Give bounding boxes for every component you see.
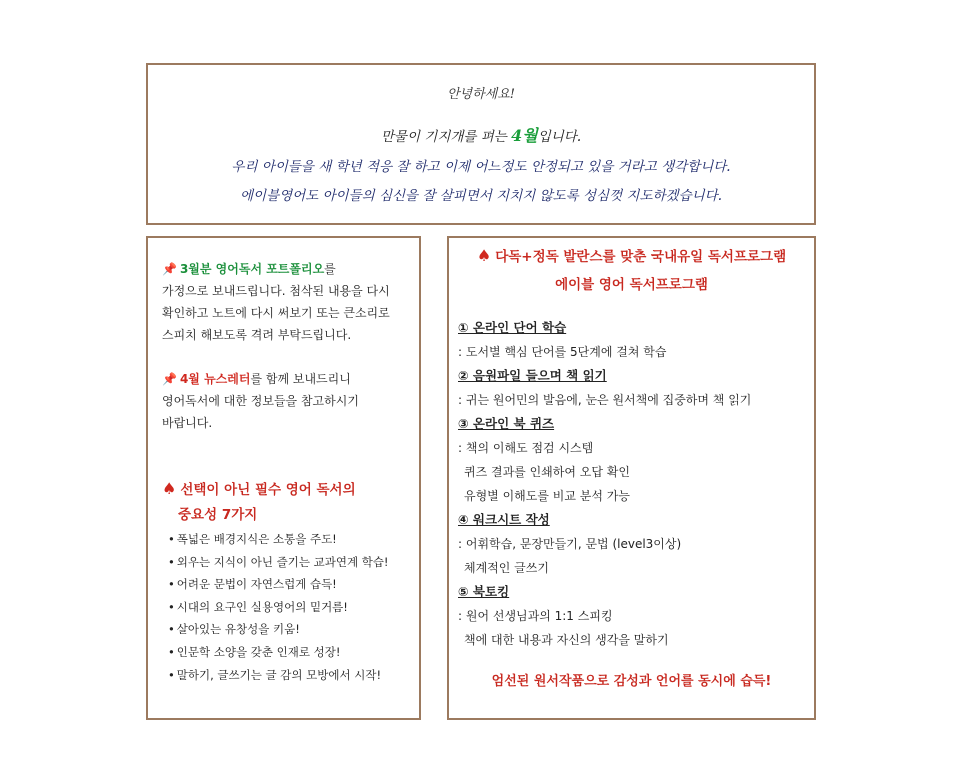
- section-heading: ④ 워크시트 작성: [458, 512, 550, 527]
- program-title-1: [449, 245, 814, 265]
- program-title-1-text: 다독+정독 발란스를 맞춘 국내유일 독서프로그램: [495, 249, 787, 265]
- newsletter-highlight: 4월 뉴스레터: [179, 372, 251, 386]
- greeting-line-1-pre: 만물이 기지개를 펴는: [380, 129, 512, 145]
- list-item: • 말하기, 글쓰기는 글 감의 모방에서 시작!: [168, 664, 411, 687]
- portfolio-line: 확인하고 노트에 다시 써보기 또는 큰소리로: [162, 306, 390, 320]
- section-text: 책에 대한 내용과 자신의 생각을 말하기: [464, 633, 669, 647]
- greeting-box: [146, 63, 816, 225]
- importance-heading-line-2: 중요성 7가지: [178, 507, 258, 523]
- list-item: • 외우는 지식이 아닌 즐기는 교과연계 학습!: [168, 551, 411, 574]
- section-text: : 책의 이해도 점검 시스템: [458, 441, 594, 455]
- section-text: 퀴즈 결과를 인쇄하여 오답 확인: [464, 465, 630, 479]
- greeting-hello: 안녕하세요!: [446, 87, 515, 102]
- greeting-line-1-post: 입니다.: [537, 129, 582, 145]
- section-heading: ③ 온라인 북 퀴즈: [458, 416, 555, 431]
- portfolio-line: 스피치 해보도록 격려 부탁드립니다.: [162, 328, 352, 342]
- pin-icon: 📌: [162, 262, 177, 276]
- newsletter-notice: [162, 368, 411, 434]
- portfolio-line: 가정으로 보내드립니다. 첨삭된 내용을 다시: [162, 284, 390, 298]
- importance-list: [168, 528, 411, 686]
- greeting-line-1: [148, 123, 814, 146]
- section-heading: ① 온라인 단어 학습: [458, 320, 567, 335]
- spade-icon: ♠: [162, 479, 177, 498]
- importance-heading-line-1: 선택이 아닌 필수 영어 독서의: [180, 482, 356, 498]
- portfolio-highlight: 3월분 영어독서 포트폴리오: [179, 262, 325, 276]
- portfolio-tail: 를: [324, 262, 336, 276]
- section-heading: ② 음원파일 들으며 책 읽기: [458, 368, 607, 383]
- section-text: : 어휘학습, 문장만들기, 문법 (level3이상): [458, 537, 682, 551]
- list-item: • 시대의 요구인 실용영어의 밑거름!: [168, 596, 411, 619]
- list-item: • 인문학 소양을 갖춘 인재로 성장!: [168, 641, 411, 664]
- greeting-line-2: 우리 아이들을 새 학년 적응 잘 하고 이제 어느정도 안정되고 있을 거라고 생각합니다.: [231, 159, 731, 175]
- section-text: 유형별 이해도를 비교 분석 가능: [464, 489, 630, 503]
- list-item: • 폭넓은 배경지식은 소통을 주도!: [168, 528, 411, 551]
- newsletter-line: 바랍니다.: [162, 416, 213, 430]
- notice-box: [146, 236, 421, 720]
- program-sections: [458, 316, 808, 652]
- section-text: : 귀는 원어민의 발음에, 눈은 원서책에 집중하며 책 읽기: [458, 393, 752, 407]
- section-text: 체계적인 글쓰기: [464, 561, 549, 575]
- spade-icon: ♠: [476, 246, 492, 265]
- section-text: : 도서별 핵심 단어를 5단계에 걸쳐 학습: [458, 345, 667, 359]
- greeting-line-3: 에이블영어도 아이들의 심신을 잘 살피면서 지치지 않도록 성심껏 지도하겠습니다.: [239, 188, 722, 204]
- importance-heading: [162, 476, 411, 528]
- greeting-month: 4월: [511, 126, 538, 145]
- section-heading: ⑤ 북토킹: [458, 584, 510, 599]
- program-bottom-slogan: 엄선된 원서작품으로 감성과 언어를 동시에 습득!: [491, 674, 772, 689]
- newsletter-tail: 를 함께 보내드리니: [250, 372, 351, 386]
- program-title-2: 에이블 영어 독서프로그램: [555, 277, 708, 293]
- section-text: : 원어 선생님과의 1:1 스피킹: [458, 609, 613, 623]
- pin-icon: 📌: [162, 372, 177, 386]
- list-item: • 살아있는 유창성을 키움!: [168, 618, 411, 641]
- program-box: [447, 236, 816, 720]
- list-item: • 어려운 문법이 자연스럽게 습득!: [168, 573, 411, 596]
- newsletter-line: 영어독서에 대한 정보들을 참고하시기: [162, 394, 359, 408]
- portfolio-notice: [162, 258, 411, 346]
